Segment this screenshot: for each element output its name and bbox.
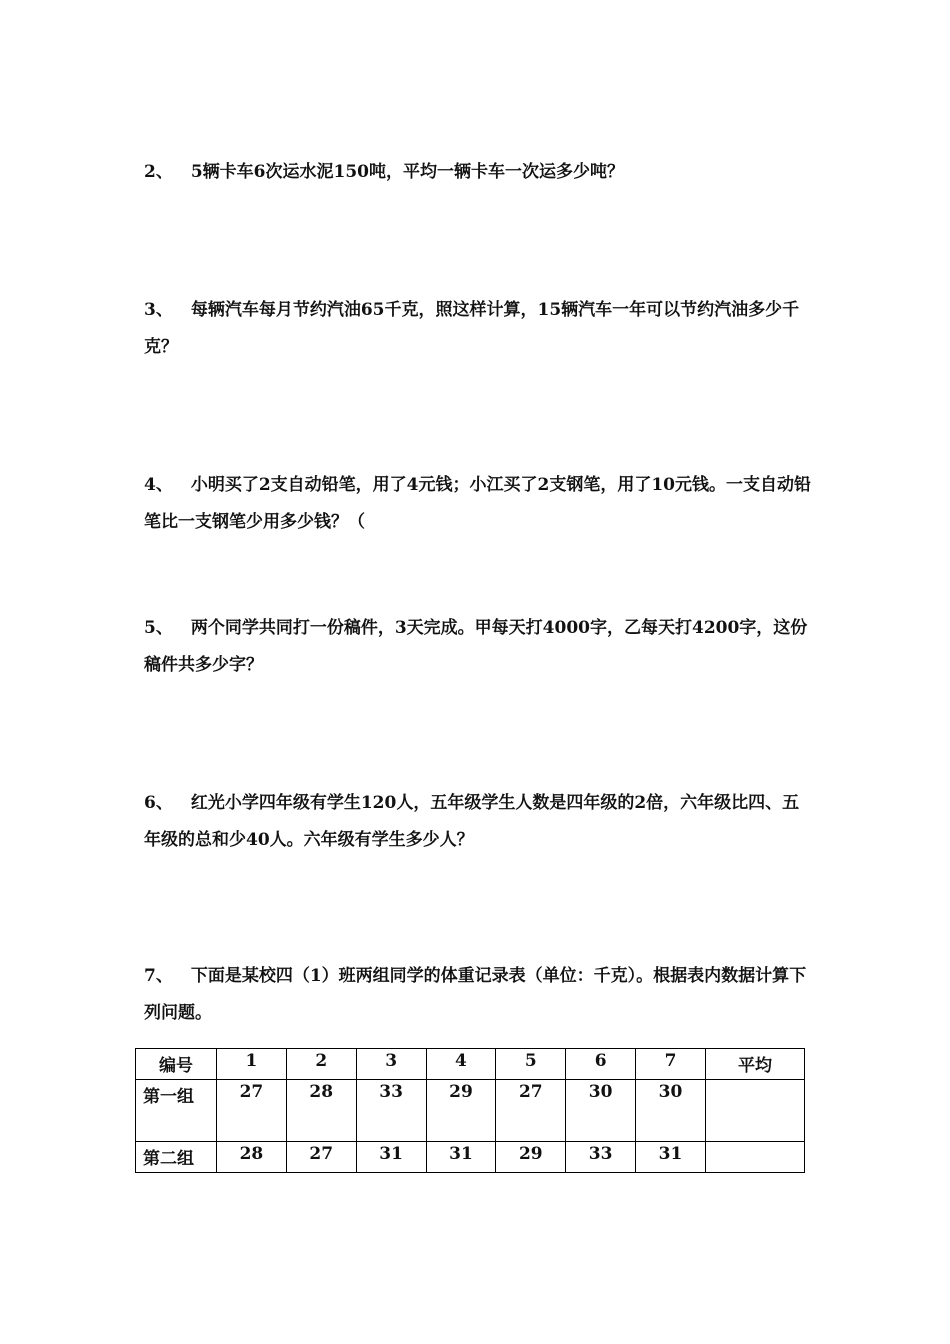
header-cell: 6 — [566, 1049, 636, 1080]
question-text: 5辆卡车6次运水泥150吨，平均一辆卡车一次运多少吨？ — [190, 162, 624, 182]
question-number: 5、 — [144, 618, 173, 638]
table-cell: 31 — [426, 1142, 496, 1173]
header-cell: 平均 — [705, 1049, 804, 1080]
row-label: 第一组 — [136, 1080, 217, 1142]
header-cell: 4 — [426, 1049, 496, 1080]
table-cell: 28 — [217, 1142, 287, 1173]
question-number: 2、 — [144, 162, 173, 182]
question-number: 6、 — [144, 793, 173, 813]
question-5 — [144, 610, 814, 684]
average-cell[interactable] — [705, 1142, 804, 1173]
table-cell: 30 — [566, 1080, 636, 1142]
question-text: 下面是某校四（1）班两组同学的体重记录表（单位：千克）。根据表内数据计算下列问题。 — [144, 966, 807, 1023]
question-number: 4、 — [144, 475, 173, 495]
table-row — [136, 1142, 805, 1173]
table-cell: 27 — [286, 1142, 356, 1173]
table-cell: 29 — [426, 1080, 496, 1142]
table-cell: 31 — [356, 1142, 426, 1173]
table-cell: 30 — [636, 1080, 706, 1142]
question-text: 红光小学四年级有学生120人，五年级学生人数是四年级的2倍，六年级比四、五年级的总和少40人。六年级有学生多少人？ — [144, 793, 800, 850]
table-cell: 28 — [286, 1080, 356, 1142]
header-cell: 2 — [286, 1049, 356, 1080]
header-cell: 5 — [496, 1049, 566, 1080]
question-text: 小明买了2支自动铅笔，用了4元钱；小江买了2支钢笔，用了10元钱。一支自动铅笔比一支钢笔少用多少钱？（ — [144, 475, 811, 532]
table-cell: 33 — [566, 1142, 636, 1173]
average-cell[interactable] — [705, 1080, 804, 1142]
question-4 — [144, 467, 814, 541]
question-text: 两个同学共同打一份稿件，3天完成。甲每天打4000字，乙每天打4200字，这份稿件共多少字？ — [144, 618, 808, 675]
header-cell: 7 — [636, 1049, 706, 1080]
question-7 — [144, 958, 814, 1032]
table-row — [136, 1080, 805, 1142]
table-cell: 33 — [356, 1080, 426, 1142]
question-2 — [144, 154, 814, 191]
table-header-row — [136, 1049, 805, 1080]
table-cell: 31 — [636, 1142, 706, 1173]
question-number: 7、 — [144, 966, 173, 986]
question-3 — [144, 292, 814, 366]
table-cell: 27 — [217, 1080, 287, 1142]
question-text: 每辆汽车每月节约汽油65千克，照这样计算，15辆汽车一年可以节约汽油多少千克？ — [144, 300, 800, 357]
header-cell: 编号 — [136, 1049, 217, 1080]
row-label: 第二组 — [136, 1142, 217, 1173]
question-number: 3、 — [144, 300, 173, 320]
table-cell: 27 — [496, 1080, 566, 1142]
weight-table — [135, 1048, 805, 1173]
table-cell: 29 — [496, 1142, 566, 1173]
header-cell: 3 — [356, 1049, 426, 1080]
header-cell: 1 — [217, 1049, 287, 1080]
question-6 — [144, 785, 814, 859]
